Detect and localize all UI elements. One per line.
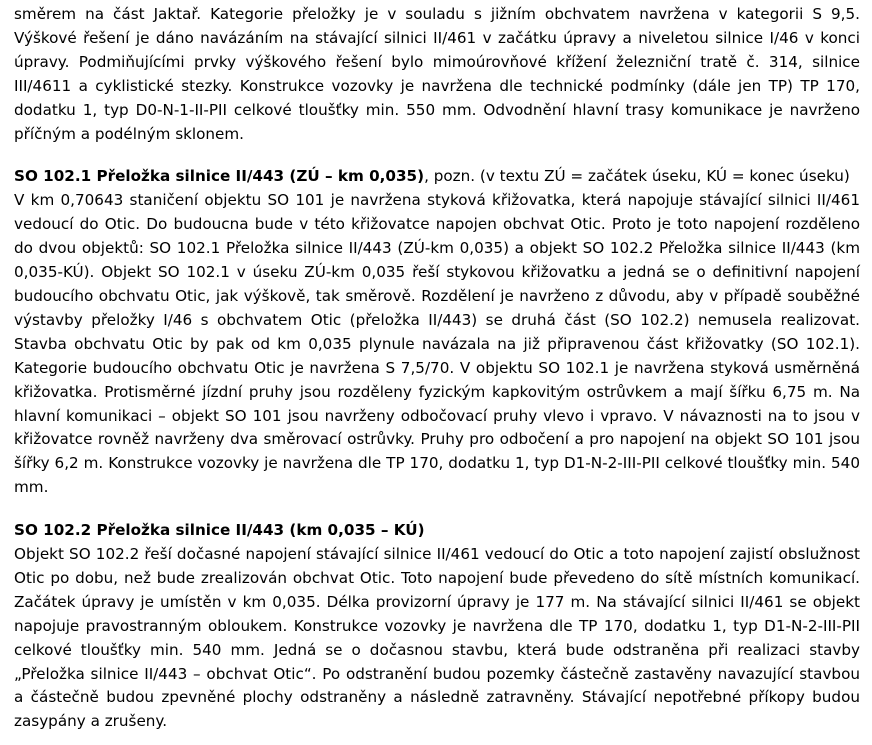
section-so-102-2 — [14, 519, 860, 734]
section-title: SO 102.1 Přeložka silnice II/443 (ZÚ – km 0,035) — [14, 167, 425, 186]
document-page — [14, 3, 860, 734]
section-heading — [14, 165, 860, 189]
intro-paragraph: směrem na část Jaktař. Kategorie přeložky je v souladu s jižním obchvatem navržena v kategorii S 9,5. Výškové řešení je dáno navázáním na stávající silnici II/461 v začátku úpravy a niveletou silnice I/46 v konci úpravy. Podmiňujícími prvky výškového řešení bylo mimoúrovňové křížení železniční tratě č. 314, silnice III/4611 a cyklistické stezky. Konstrukce vozovky je navržena dle technické podmínky (dále jen TP) TP 170, dodatku 1, typ D0-N-1-II-PII celkové tloušťky min. 550 mm. Odvodnění hlavní trasy komunikace je navrženo příčným a podélným sklonem. — [14, 5, 860, 143]
section-title-note: , pozn. (v textu ZÚ = začátek úseku, KÚ = konec úseku) — [424, 167, 850, 186]
section-heading — [14, 519, 860, 543]
section-body: Objekt SO 102.2 řeší dočasné napojení stávající silnice II/461 vedoucí do Otic a toto napojení zajistí obslužnost Otic po dobu, než bude zrealizován obchvat Otic. Toto napojení bude převedeno do sítě místních komunikací. Začátek úpravy je umístěn v km 0,035. Délka provizorní úpravy je 177 m. Na stávající silnici II/461 se objekt napojuje pravostranným obloukem. Konstrukce vozovky je navržena dle TP 170, dodatku 1, typ D1-N-2-III-PII celkové tloušťky min. 540 mm. Jedná se o dočasnou stavbu, která bude odstraněna při realizaci stavby „Přeložka silnice II/443 – obchvat Otic“. Po odstranění budou pozemky částečně zastavěny navazující stavbou a částečně budou zpevněné plochy odstraněny a následně zatravněny. Stávající nepotřebné příkopy budou zasypány a zrušeny. — [14, 545, 860, 731]
section-body: V km 0,70643 staničení objektu SO 101 je navržena styková křižovatka, která napojuje stávající silnici II/461 vedoucí do Otic. Do budoucna bude v této křižovatce napojen obchvat Otic. Proto je toto napojení rozděleno do dvou objektů: SO 102.1 Přeložka silnice II/443 (ZÚ-km 0,035) a objekt SO 102.2 Přeložka silnice II/443 (km 0,035-KÚ). Objekt SO 102.1 v úseku ZÚ-km 0,035 řeší stykovou křižovatku a jedná se o definitivní napojení budoucího obchvatu Otic, jak výškově, tak směrově. Rozdělení je navrženo z důvodu, aby v případě souběžné výstavby přeložky I/46 s obchvatem Otic (přeložka II/443) se druhá část (SO 102.2) nemusela realizovat. Stavba obchvatu Otic by pak od km 0,035 plynule navázala na již připravenou část křižovatky (SO 102.1). Kategorie budoucího obchvatu Otic je navržena S 7,5/70. V objektu SO 102.1 je navržena styková usměrněná křižovatka. Protisměrné jízdní pruhy jsou rozděleny fyzickým kapkovitým ostrůvkem a mají šířku 6,75 m. Na hlavní komunikaci – objekt SO 101 jsou navrženy odbočovací pruhy vlevo i vpravo. V návaznosti na to jsou v křižovatce rovněž navrženy dva směrovací ostrůvky. Pruhy pro odbočení a pro napojení na objekt SO 101 jsou šířky 6,2 m. Konstrukce vozovky je navržena dle TP 170, dodatku 1, typ D1-N-2-III-PII celkové tloušťky min. 540 mm. — [14, 191, 860, 497]
section-title: SO 102.2 Přeložka silnice II/443 (km 0,035 – KÚ) — [14, 521, 425, 540]
section-so-102-1 — [14, 165, 860, 500]
